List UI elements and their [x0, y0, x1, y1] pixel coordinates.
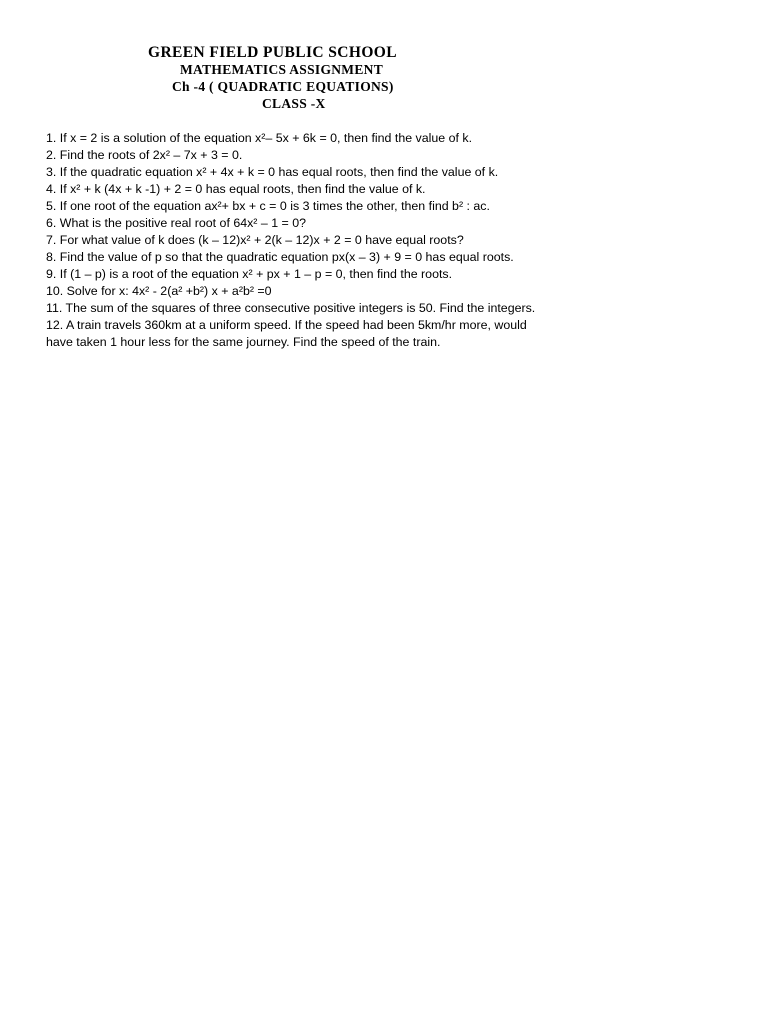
question-8: 8. Find the value of p so that the quadratic equation px(x – 3) + 9 = 0 has equal roots. [46, 250, 514, 264]
school-name: GREEN FIELD PUBLIC SCHOOL [148, 44, 398, 61]
question-4: 4. If x² + k (4x + k -1) + 2 = 0 has equal roots, then find the value of k. [46, 182, 426, 196]
question-10: 10. Solve for x: 4x² - 2(a² +b²) x + a²b² =0 [46, 284, 272, 298]
question-11: 11. The sum of the squares of three consecutive positive integers is 50. Find the integers. [46, 301, 536, 315]
question-9: 9. If (1 – p) is a root of the equation x² + px + 1 – p = 0, then find the roots. [46, 267, 453, 281]
question-3: 3. If the quadratic equation x² + 4x + k = 0 has equal roots, then find the value of k. [46, 165, 499, 179]
question-12: 12. A train travels 360km at a uniform speed. If the speed had been 5km/hr more, would [46, 318, 527, 332]
question-list [46, 130, 606, 351]
question-12-continuation: have taken 1 hour less for the same journey. Find the speed of the train. [46, 335, 441, 349]
question-5: 5. If one root of the equation ax²+ bx + c = 0 is 3 times the other, then find b² : ac. [46, 199, 490, 213]
question-7: 7. For what value of k does (k – 12)x² + 2(k – 12)x + 2 = 0 have equal roots? [46, 233, 464, 247]
question-1: 1. If x = 2 is a solution of the equation x²– 5x + 6k = 0, then find the value of k. [46, 131, 473, 145]
question-6: 6. What is the positive real root of 64x² – 1 = 0? [46, 216, 306, 230]
chapter-title: Ch -4 ( QUADRATIC EQUATIONS) [172, 79, 394, 94]
question-2: 2. Find the roots of 2x² – 7x + 3 = 0. [46, 148, 243, 162]
assignment-title: MATHEMATICS ASSIGNMENT [180, 62, 384, 77]
class-label: CLASS -X [262, 96, 326, 111]
